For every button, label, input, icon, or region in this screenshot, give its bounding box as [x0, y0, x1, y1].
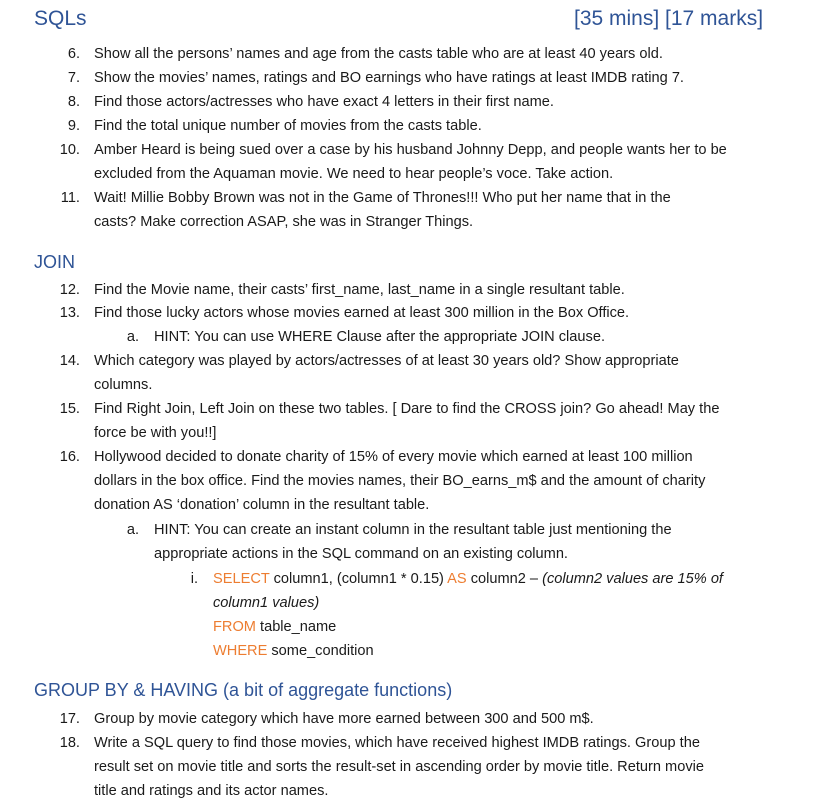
code-text: column2 –	[466, 571, 543, 587]
list-item: Find those actors/actresses who have exact 4 letters in their first name.	[94, 94, 554, 110]
list-item-continued: title and ratings and its actor names.	[94, 783, 329, 799]
sub-sub-item-numeral: i.	[190, 571, 198, 587]
page-title: SQLs	[34, 7, 87, 30]
item-number: 12.	[59, 282, 80, 298]
sql-keyword-from: FROM	[213, 619, 256, 635]
sql-keyword-select: SELECT	[213, 571, 270, 587]
list-item: Group by movie category which have more earned between 300 and 500 m$.	[94, 711, 594, 727]
section-heading-join: JOIN	[34, 252, 76, 272]
item-number: 11.	[60, 190, 80, 206]
sql-keyword-where: WHERE	[213, 643, 268, 659]
list-item-continued: force be with you!!]	[94, 425, 217, 441]
code-text: table_name	[255, 619, 337, 635]
hint-item: HINT: You can use WHERE Clause after the appropriate JOIN clause.	[154, 329, 606, 345]
item-number: 14.	[59, 353, 80, 369]
code-comment: (column2 values are 15% of	[542, 571, 723, 587]
code-comment-continued: column1 values)	[213, 595, 320, 611]
code-text: column1, (column1 * 0.15)	[269, 571, 448, 587]
sub-item-letter: a.	[126, 329, 139, 345]
item-number: 9.	[67, 118, 80, 134]
code-line-select	[213, 569, 723, 589]
list-item-continued: columns.	[94, 377, 153, 393]
code-text: some_condition	[267, 643, 374, 659]
list-item: Hollywood decided to donate charity of 15% of every movie which earned at least 100 million	[94, 449, 693, 465]
list-item: Amber Heard is being sued over a case by his husband Johnny Depp, and people wants her to be	[94, 142, 727, 158]
item-number: 13.	[59, 305, 80, 321]
item-number: 18.	[59, 735, 80, 751]
item-number: 10.	[59, 142, 80, 158]
list-item-continued: result set on movie title and sorts the result-set in ascending order by movie title. Return movie	[94, 759, 704, 775]
list-item: Show the movies’ names, ratings and BO earnings who have ratings at least IMDB rating 7.	[94, 70, 684, 86]
list-item: Which category was played by actors/actresses of at least 30 years old? Show appropriate	[94, 353, 679, 369]
list-item-continued: dollars in the box office. Find the movies names, their BO_earns_m$ and the amount of charity	[94, 473, 706, 489]
sub-item-letter: a.	[126, 522, 139, 538]
list-item: Wait! Millie Bobby Brown was not in the Game of Thrones!!! Who put her name that in the	[94, 190, 671, 206]
list-item: Find Right Join, Left Join on these two tables. [ Dare to find the CROSS join? Go ahead! May the	[94, 401, 720, 417]
list-item: Find the total unique number of movies from the casts table.	[94, 118, 482, 134]
item-number: 7.	[67, 70, 80, 86]
item-number: 6.	[67, 46, 80, 62]
item-number: 8.	[67, 94, 80, 110]
time-marks-label: [35 mins] [17 marks]	[574, 7, 764, 30]
list-item-continued: casts? Make correction ASAP, she was in Stranger Things.	[94, 214, 474, 230]
list-item: Write a SQL query to find those movies, which have received highest IMDB ratings. Group the	[94, 735, 700, 751]
hint-item-continued: appropriate actions in the SQL command on an existing column.	[154, 546, 568, 562]
section-heading-groupby: GROUP BY & HAVING (a bit of aggregate functions)	[34, 680, 453, 700]
sql-keyword-as: AS	[447, 571, 467, 587]
item-number: 16.	[59, 449, 80, 465]
list-item: Show all the persons’ names and age from the casts table who are at least 40 years old.	[94, 46, 663, 62]
item-number: 15.	[59, 401, 80, 417]
item-number: 17.	[59, 711, 80, 727]
list-item: Find the Movie name, their casts’ first_name, last_name in a single resultant table.	[94, 282, 625, 298]
code-line-where	[213, 641, 374, 661]
list-item: Find those lucky actors whose movies earned at least 300 million in the Box Office.	[94, 305, 630, 321]
code-line-from	[213, 617, 336, 637]
list-item-continued: donation AS ‘donation’ column in the resultant table.	[94, 497, 430, 513]
list-item-continued: excluded from the Aquaman movie. We need to hear people’s voce. Take action.	[94, 166, 614, 182]
hint-item: HINT: You can create an instant column in the resultant table just mentioning the	[154, 522, 672, 538]
